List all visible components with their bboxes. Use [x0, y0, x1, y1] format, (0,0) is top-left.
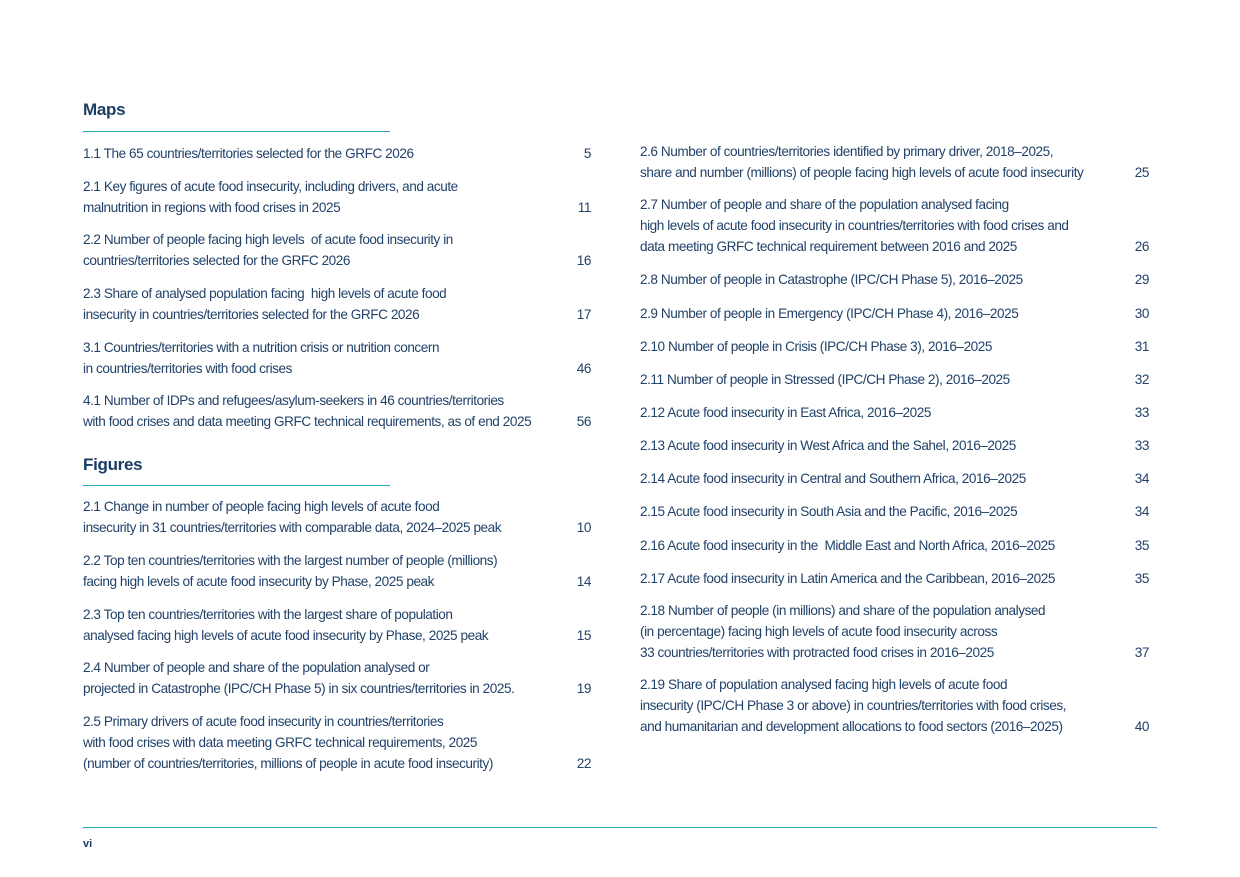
toc-entry-figure-2-2[interactable]	[83, 551, 591, 593]
toc-entry-page: 16	[576, 253, 591, 269]
toc-entry-title: 2.13 Acute food insecurity in West Africa and the Sahel, 2016–2025	[640, 438, 1016, 453]
toc-entry-title: 2.4 Number of people and share of the population analysed or projected in Catastrophe (IPC/CH Phase 5) in six countries/territories in 2025.	[83, 660, 515, 696]
toc-entry-page: 22	[576, 756, 591, 772]
toc-entry-title: 2.7 Number of people and share of the population analysed facing high levels of acute food insecurity in countries/territories with food crises and data meeting GRFC technical requirement between 2016 and 2025	[640, 197, 1069, 254]
figures-heading-rule	[83, 485, 390, 486]
toc-entry-figure-2-12[interactable]	[640, 403, 1149, 424]
toc-entry-page: 33	[1134, 405, 1149, 421]
toc-entry-figure-2-4[interactable]	[83, 658, 591, 700]
toc-entry-figure-2-11[interactable]	[640, 370, 1149, 391]
toc-entry-title: 2.16 Acute food insecurity in the Middle East and North Africa, 2016–2025	[640, 538, 1055, 553]
toc-entry-title: 2.1 Key figures of acute food insecurity, including drivers, and acute malnutrition in regions with food crises in 2025	[83, 179, 458, 215]
toc-entry-map-2-2[interactable]	[83, 230, 591, 272]
toc-entry-page: 31	[1134, 339, 1149, 355]
page-number: vi	[83, 838, 93, 850]
toc-entry-title: 2.12 Acute food insecurity in East Africa, 2016–2025	[640, 405, 931, 420]
toc-entry-title: 2.2 Number of people facing high levels of acute food insecurity in countries/territories selected for the GRFC 2026	[83, 232, 453, 268]
toc-entry-figure-2-6[interactable]	[640, 142, 1149, 184]
toc-entry-map-1-1[interactable]	[83, 144, 591, 165]
maps-heading: Maps	[83, 100, 126, 119]
toc-entry-figure-2-5[interactable]	[83, 712, 591, 775]
toc-entry-title: 2.10 Number of people in Crisis (IPC/CH Phase 3), 2016–2025	[640, 339, 993, 354]
toc-entry-title: 2.11 Number of people in Stressed (IPC/CH Phase 2), 2016–2025	[640, 372, 1010, 387]
toc-entry-title: 2.6 Number of countries/territories identified by primary driver, 2018–2025, share and number (millions) of people facing high levels of acute food insecurity	[640, 144, 1084, 180]
toc-entry-page: 5	[583, 146, 591, 162]
maps-heading-rule	[83, 131, 390, 132]
toc-entry-figure-2-14[interactable]	[640, 469, 1149, 490]
toc-entry-title: 4.1 Number of IDPs and refugees/asylum-seekers in 46 countries/territories with food crises and data meeting GRFC technical requirements, as of end 2025	[83, 393, 532, 429]
toc-entry-figure-2-13[interactable]	[640, 436, 1149, 457]
toc-entry-figure-2-8[interactable]	[640, 270, 1149, 291]
toc-entry-title: 2.1 Change in number of people facing high levels of acute food insecurity in 31 countries/territories with comparable data, 2024–2025 peak	[83, 499, 502, 535]
toc-entry-page: 29	[1134, 272, 1149, 288]
figures-heading: Figures	[83, 455, 143, 474]
toc-entry-figure-2-7[interactable]	[640, 195, 1149, 258]
toc-entry-figure-2-18[interactable]	[640, 601, 1149, 664]
toc-entry-page: 34	[1134, 504, 1149, 520]
toc-entry-title: 3.1 Countries/territories with a nutrition crisis or nutrition concern in countries/territories with food crises	[83, 340, 440, 376]
toc-entry-page: 37	[1134, 645, 1149, 661]
toc-entry-title: 2.8 Number of people in Catastrophe (IPC/CH Phase 5), 2016–2025	[640, 272, 1023, 287]
toc-entry-figure-2-17[interactable]	[640, 569, 1149, 590]
toc-entry-page: 33	[1134, 438, 1149, 454]
toc-entry-map-2-1[interactable]	[83, 177, 591, 219]
toc-entry-title: 2.14 Acute food insecurity in Central and Southern Africa, 2016–2025	[640, 471, 1026, 486]
toc-entry-page: 11	[577, 200, 591, 216]
toc-entry-page: 17	[576, 307, 591, 323]
toc-entry-page: 10	[576, 520, 591, 536]
toc-entry-map-2-3[interactable]	[83, 284, 591, 326]
toc-entry-map-3-1[interactable]	[83, 338, 591, 380]
toc-entry-title: 1.1 The 65 countries/territories selected for the GRFC 2026	[83, 146, 414, 161]
toc-entry-page: 14	[576, 574, 591, 590]
toc-entry-title: 2.3 Share of analysed population facing high levels of acute food insecurity in countries/territories selected for the GRFC 2026	[83, 286, 447, 322]
toc-entry-page: 32	[1134, 372, 1149, 388]
toc-entry-page: 34	[1134, 471, 1149, 487]
toc-entry-page: 30	[1134, 306, 1149, 322]
toc-entry-figure-2-3[interactable]	[83, 605, 591, 647]
toc-entry-title: 2.18 Number of people (in millions) and share of the population analysed (in percentage) facing high levels of acute food insecurity across 33 countries/territories with protracted food crises in 2016–2025	[640, 603, 1046, 660]
toc-entry-figure-2-19[interactable]	[640, 675, 1149, 738]
toc-entry-title: 2.19 Share of population analysed facing high levels of acute food insecurity (IPC/CH Phase 3 or above) in countries/territories with food crises, and humanitarian and development allocations to food sectors (2016–2025)	[640, 677, 1067, 734]
toc-entry-figure-2-1[interactable]	[83, 497, 591, 539]
toc-entry-title: 2.2 Top ten countries/territories with the largest number of people (millions) facing high levels of acute food insecurity by Phase, 2025 peak	[83, 553, 498, 589]
toc-entry-figure-2-16[interactable]	[640, 536, 1149, 557]
toc-entry-page: 25	[1134, 165, 1149, 181]
toc-entry-figure-2-9[interactable]	[640, 304, 1149, 325]
toc-entry-page: 35	[1134, 538, 1149, 554]
toc-entry-map-4-1[interactable]	[83, 391, 591, 433]
toc-entry-title: 2.5 Primary drivers of acute food insecurity in countries/territories with food crises with data meeting GRFC technical requirements, 2025 (number of countries/territories, millions of people in acute food insecurity)	[83, 714, 493, 771]
toc-entry-title: 2.9 Number of people in Emergency (IPC/CH Phase 4), 2016–2025	[640, 306, 1019, 321]
toc-entry-page: 15	[576, 628, 591, 644]
toc-entry-page: 26	[1134, 239, 1149, 255]
toc-entry-page: 40	[1134, 719, 1149, 735]
toc-entry-page: 19	[576, 681, 591, 697]
toc-entry-page: 46	[576, 361, 591, 377]
toc-entry-page: 56	[576, 414, 591, 430]
toc-entry-page: 35	[1134, 571, 1149, 587]
toc-entry-title: 2.15 Acute food insecurity in South Asia and the Pacific, 2016–2025	[640, 504, 1018, 519]
footer-rule	[83, 827, 1157, 828]
toc-entry-figure-2-15[interactable]	[640, 502, 1149, 523]
toc-entry-title: 2.3 Top ten countries/territories with the largest share of population analysed facing high levels of acute food insecurity by Phase, 2025 peak	[83, 607, 489, 643]
toc-entry-figure-2-10[interactable]	[640, 337, 1149, 358]
toc-entry-title: 2.17 Acute food insecurity in Latin America and the Caribbean, 2016–2025	[640, 571, 1055, 586]
